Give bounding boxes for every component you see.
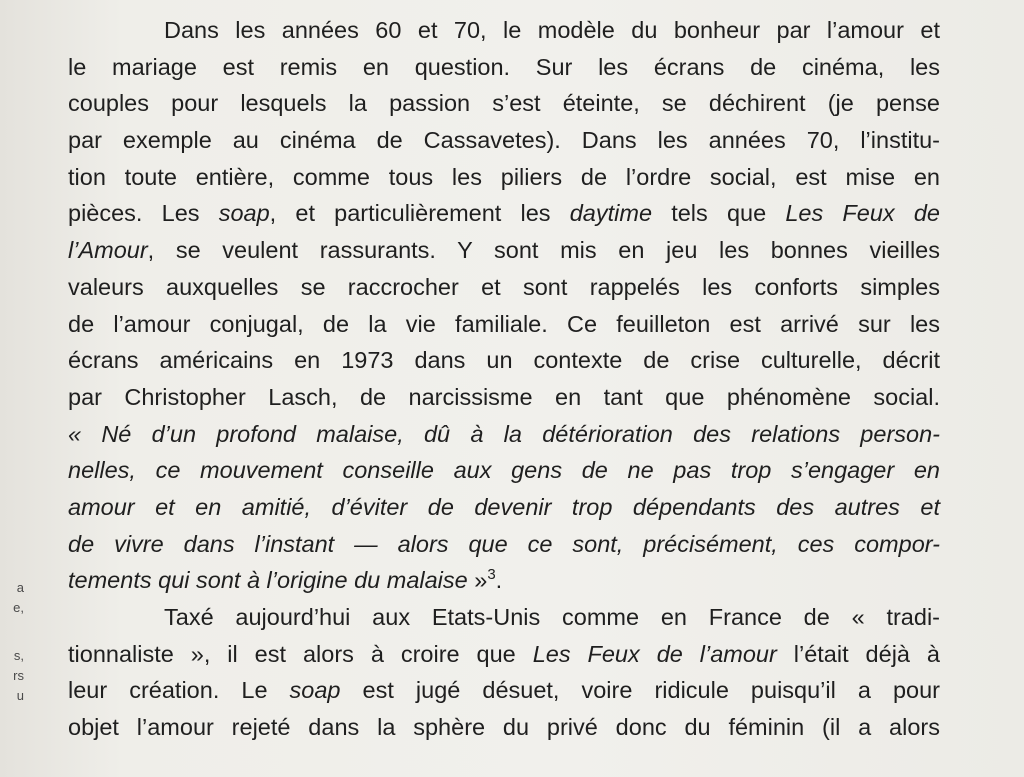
text-line: couples pour lesquels la passion s’est éteinte, se déchirent (je pense [68,90,940,117]
quote-line: « Né d’un profond malaise, dû à la détérioration des relations person- [68,420,940,447]
italic-title: l’Amour [68,237,148,264]
text-run: tels que [652,200,786,227]
text-line [68,636,940,673]
italic-term: soap [289,677,341,704]
body-text [68,12,940,746]
italic-term: soap [218,200,270,227]
left-margin-text-fragments [0,578,24,706]
margin-fragment: a [16,580,24,595]
text-run: , se veulent rassurants. Y sont mis en jeu les bonnes vieilles [147,237,940,264]
text-run: est jugé désuet, voire ridicule puisqu’il a pour [340,677,941,704]
text-line: Dans les années 60 et 70, le modèle du bonheur par l’amour et [164,17,940,43]
text-line: par exemple au cinéma de Cassavetes). Dans les années 70, l’institu- [68,127,940,154]
text-line: de l’amour conjugal, de la vie familiale. Ce feuilleton est arrivé sur les [68,310,940,337]
paragraph-2 [68,599,940,746]
text-run: pièces. Les [68,200,219,227]
text-line: Taxé aujourd’hui aux Etats-Unis comme en France de « tradi- [164,604,940,630]
text-run: tements qui sont à l’origine du malaise [68,567,468,594]
quote-line: amour et en amitié, d’éviter de devenir trop dépendants des autres et [68,493,940,520]
quote-line: de vivre dans l’instant — alors que ce sont, précisément, ces compor- [68,530,940,557]
text-run: » [467,567,488,594]
text-line: par Christopher Lasch, de narcissisme en tant que phénomène social. [68,383,940,410]
text-run: l’était déjà à [776,640,940,667]
text-line: valeurs auxquelles se raccrocher et sont rappelés les conforts simples [68,273,940,300]
italic-title: Les Feux de l’amour [532,640,777,667]
footnote-reference: 3 [487,566,496,584]
text-run: . [495,567,503,594]
text-run: leur création. Le [68,677,290,704]
text-run: tionnaliste », il est alors à croire que [68,640,533,667]
margin-fragment: rs [13,668,24,683]
margin-fragment: u [16,688,24,703]
quote-line [68,562,940,599]
paragraph-1 [68,12,940,599]
margin-fragment: e, [13,600,24,615]
text-line: écrans américains en 1973 dans un contexte de crise culturelle, décrit [68,347,940,374]
italic-title: Les Feux de [785,200,940,227]
text-line [68,672,940,709]
text-line: tion toute entière, comme tous les piliers de l’ordre social, est mise en [68,163,940,190]
text-line: le mariage est remis en question. Sur les écrans de cinéma, les [68,53,940,80]
margin-fragment: s, [13,648,24,663]
text-line: objet l’amour rejeté dans la sphère du privé donc du féminin (il a alors [68,714,940,741]
italic-term: daytime [569,200,653,227]
text-line [68,232,940,269]
text-line [68,195,940,232]
quote-line: nelles, ce mouvement conseille aux gens de ne pas trop s’engager en [68,457,940,484]
text-run: , et particulièrement les [269,200,570,227]
